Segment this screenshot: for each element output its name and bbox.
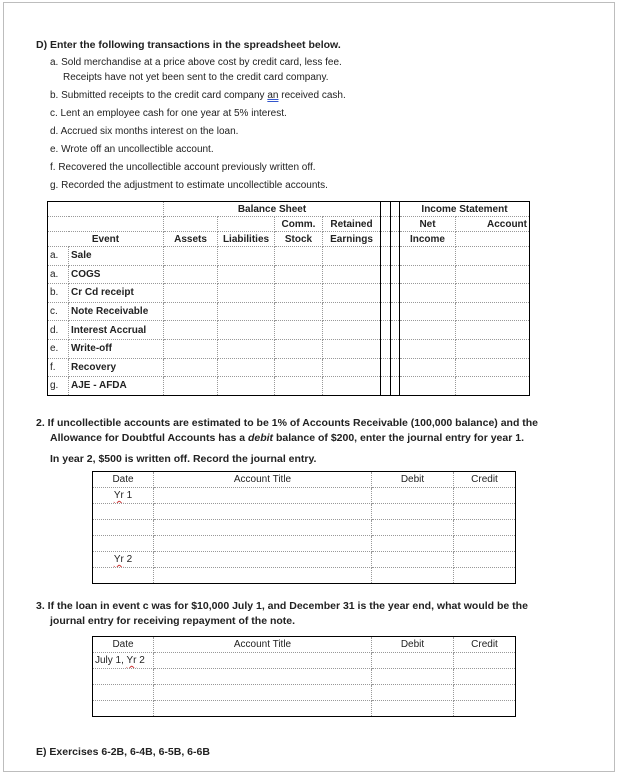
item-a: a. Sold merchandise at a price above cost by credit card, less fee. [50,57,342,68]
row-event: AJE - AFDA [69,377,164,396]
cell[interactable] [93,701,154,717]
cell[interactable] [454,653,516,669]
cell[interactable] [372,568,454,584]
table-row [48,265,530,284]
cell[interactable] [218,247,275,266]
q3-row [93,653,516,669]
row-letter: f. [48,358,69,377]
q2-row [93,488,516,504]
cell[interactable] [218,321,275,340]
row-event: Cr Cd receipt [69,284,164,303]
cell[interactable] [218,302,275,321]
header-row-2 [48,217,530,232]
cell[interactable] [400,284,456,303]
cell[interactable] [275,265,323,284]
cell[interactable] [218,377,275,396]
net-header-1: Net [400,217,456,232]
cell[interactable] [454,568,516,584]
row-event: Recovery [69,358,164,377]
item-a-cont: Receipts have not yet been sent to the credit card company. [63,72,329,83]
header-blank-4 [218,217,275,232]
q3-line1: 3. If the loan in event c was for $10,000 July 1, and December 31 is the year end, what would be the [36,600,528,612]
cell[interactable] [372,552,454,568]
cell [391,284,400,303]
cell[interactable] [218,339,275,358]
q2-row [93,504,516,520]
header-blank-3 [164,217,218,232]
header-blank-2 [48,217,164,232]
cell[interactable] [154,685,372,701]
cell[interactable] [323,247,381,266]
cell[interactable] [218,358,275,377]
cell[interactable] [323,284,381,303]
account-header: Account [456,217,530,232]
cell[interactable] [454,520,516,536]
item-e: e. Wrote off an uncollectible account. [50,144,214,155]
q2-row [93,568,516,584]
item-b-post: received cash. [278,90,346,101]
row-letter: a. [48,247,69,266]
header-gap-2 [391,202,400,217]
cell[interactable] [275,321,323,340]
q3-row [93,669,516,685]
q2-yr1-a: Yr [113,490,124,501]
q2-yr2-b: 2 [123,554,133,565]
cell[interactable] [154,536,372,552]
q3-date [93,653,154,669]
cell[interactable] [400,377,456,396]
cell[interactable] [275,358,323,377]
header-row-3 [48,232,530,247]
cell[interactable] [400,302,456,321]
row-letter: d. [48,321,69,340]
cell[interactable] [275,339,323,358]
assets-header: Assets [164,232,218,247]
q2-row [93,552,516,568]
cell[interactable] [218,284,275,303]
cell[interactable] [164,339,218,358]
retained-header-2: Earnings [323,232,381,247]
q3-debit-header: Debit [372,637,454,653]
cell[interactable] [400,321,456,340]
cell [391,377,400,396]
cell[interactable] [93,669,154,685]
cell[interactable] [454,701,516,717]
cell[interactable] [154,701,372,717]
q3-title-header: Account Title [154,637,372,653]
cell[interactable] [323,339,381,358]
cell[interactable] [154,568,372,584]
table-row [48,377,530,396]
header-gap-5 [381,232,391,247]
table-row [48,302,530,321]
cell[interactable] [93,520,154,536]
q3-credit-header: Credit [454,637,516,653]
cell[interactable] [454,536,516,552]
cell[interactable] [275,302,323,321]
balance-sheet-header: Balance Sheet [164,202,381,217]
row-letter: c. [48,302,69,321]
event-header: Event [48,232,164,247]
row-event: COGS [69,265,164,284]
q2-yr1-b: 1 [123,490,133,501]
cell [391,265,400,284]
header-gap-1 [381,202,391,217]
cell[interactable] [164,247,218,266]
q3-journal-table [92,636,516,717]
row-letter: g. [48,377,69,396]
header-gap-4 [391,217,400,232]
cell[interactable] [164,265,218,284]
header-blank-5 [456,232,530,247]
row-event: Write-off [69,339,164,358]
header-gap-3 [381,217,391,232]
cell[interactable] [456,247,530,266]
cell [381,358,391,377]
cell [381,284,391,303]
cell[interactable] [372,669,454,685]
cell[interactable] [93,568,154,584]
cell[interactable] [456,265,530,284]
cell [381,302,391,321]
cell[interactable] [372,701,454,717]
q2-line1: 2. If uncollectible accounts are estimated to be 1% of Accounts Receivable (100,000 balance) and the [36,417,539,429]
cell[interactable] [93,536,154,552]
cell[interactable] [323,358,381,377]
cell[interactable] [456,302,530,321]
q2-header-row [93,472,516,488]
cell[interactable] [154,653,372,669]
q3-row [93,685,516,701]
cell[interactable] [218,265,275,284]
transaction-spreadsheet [47,201,530,396]
cell[interactable] [372,653,454,669]
item-f: f. Recovered the uncollectible account previously written off. [50,162,316,173]
table-row [48,247,530,266]
q2-line3: In year 2, $500 is written off. Record the journal entry. [50,453,317,465]
cell[interactable] [454,504,516,520]
q2-line2-post: balance of $200, enter the journal entry for year 1. [273,432,524,444]
cell[interactable] [154,520,372,536]
row-event: Interest Accrual [69,321,164,340]
cell[interactable] [456,284,530,303]
comm-stock-header-1: Comm. [275,217,323,232]
cell[interactable] [323,265,381,284]
item-c: c. Lent an employee cash for one year at 5% interest. [50,108,287,119]
q3-line2: journal entry for receiving repayment of the note. [50,615,296,627]
q2-row [93,536,516,552]
cell[interactable] [275,247,323,266]
cell[interactable] [154,669,372,685]
cell[interactable] [372,520,454,536]
header-gap-6 [391,232,400,247]
cell[interactable] [154,488,372,504]
cell[interactable] [372,504,454,520]
cell[interactable] [323,302,381,321]
q2-date-header: Date [93,472,154,488]
cell [391,358,400,377]
income-statement-header: Income Statement [400,202,530,217]
cell[interactable] [454,685,516,701]
cell[interactable] [164,358,218,377]
q3-row [93,701,516,717]
cell[interactable] [400,358,456,377]
cell[interactable] [372,685,454,701]
q3-date-b: Yr [126,655,137,666]
cell[interactable] [456,339,530,358]
cell[interactable] [456,377,530,396]
q3-date-header: Date [93,637,154,653]
net-header-2: Income [400,232,456,247]
item-d: d. Accrued six months interest on the loan. [50,126,239,137]
item-b [50,90,346,101]
q2-line2 [50,432,524,444]
cell [381,265,391,284]
cell[interactable] [454,669,516,685]
row-letter: e. [48,339,69,358]
q2-line2-em: debit [247,432,274,444]
table-row [48,339,530,358]
header-blank-1 [48,202,164,217]
comm-stock-header-2: Stock [275,232,323,247]
header-row-1 [48,202,530,217]
cell[interactable] [372,536,454,552]
q2-debit-header: Debit [372,472,454,488]
cell [381,247,391,266]
cell[interactable] [400,339,456,358]
liabilities-header: Liabilities [218,232,275,247]
row-letter: b. [48,284,69,303]
q2-row [93,520,516,536]
table-row [48,321,530,340]
q3-header-row [93,637,516,653]
cell[interactable] [454,488,516,504]
cell[interactable] [275,377,323,396]
table-row [48,284,530,303]
item-b-pre: b. Submitted receipts to the credit card company [50,90,268,101]
q3-date-c: 2 [136,655,145,666]
cell [391,321,400,340]
cell[interactable] [93,685,154,701]
q2-credit-header: Credit [454,472,516,488]
item-b-mid: an [267,90,279,101]
cell[interactable] [164,377,218,396]
cell[interactable] [164,302,218,321]
q2-yr2 [93,552,154,568]
table-row [48,358,530,377]
cell[interactable] [372,488,454,504]
item-g: g. Recorded the adjustment to estimate uncollectible accounts. [50,180,328,191]
cell[interactable] [400,265,456,284]
cell[interactable] [456,358,530,377]
cell[interactable] [456,321,530,340]
cell [381,339,391,358]
section-e: E) Exercises 6-2B, 6-4B, 6-5B, 6-6B [36,746,210,758]
cell[interactable] [454,552,516,568]
q2-yr1 [93,488,154,504]
q3-date-a: July 1, [95,655,127,666]
cell [391,339,400,358]
cell[interactable] [164,284,218,303]
cell [391,247,400,266]
cell[interactable] [154,504,372,520]
q2-line2-pre: Allowance for Doubtful Accounts has a [50,432,248,444]
cell [381,377,391,396]
cell[interactable] [400,247,456,266]
q2-title-header: Account Title [154,472,372,488]
cell[interactable] [275,284,323,303]
cell [381,321,391,340]
row-event: Note Receivable [69,302,164,321]
cell [391,302,400,321]
cell[interactable] [323,321,381,340]
section-d-heading: D) Enter the following transactions in the spreadsheet below. [36,39,341,51]
q2-journal-table [92,471,516,584]
row-event: Sale [69,247,164,266]
cell[interactable] [154,552,372,568]
q2-yr2-a: Yr [113,554,124,565]
row-letter: a. [48,265,69,284]
cell[interactable] [164,321,218,340]
cell[interactable] [323,377,381,396]
cell[interactable] [93,504,154,520]
retained-header-1: Retained [323,217,381,232]
